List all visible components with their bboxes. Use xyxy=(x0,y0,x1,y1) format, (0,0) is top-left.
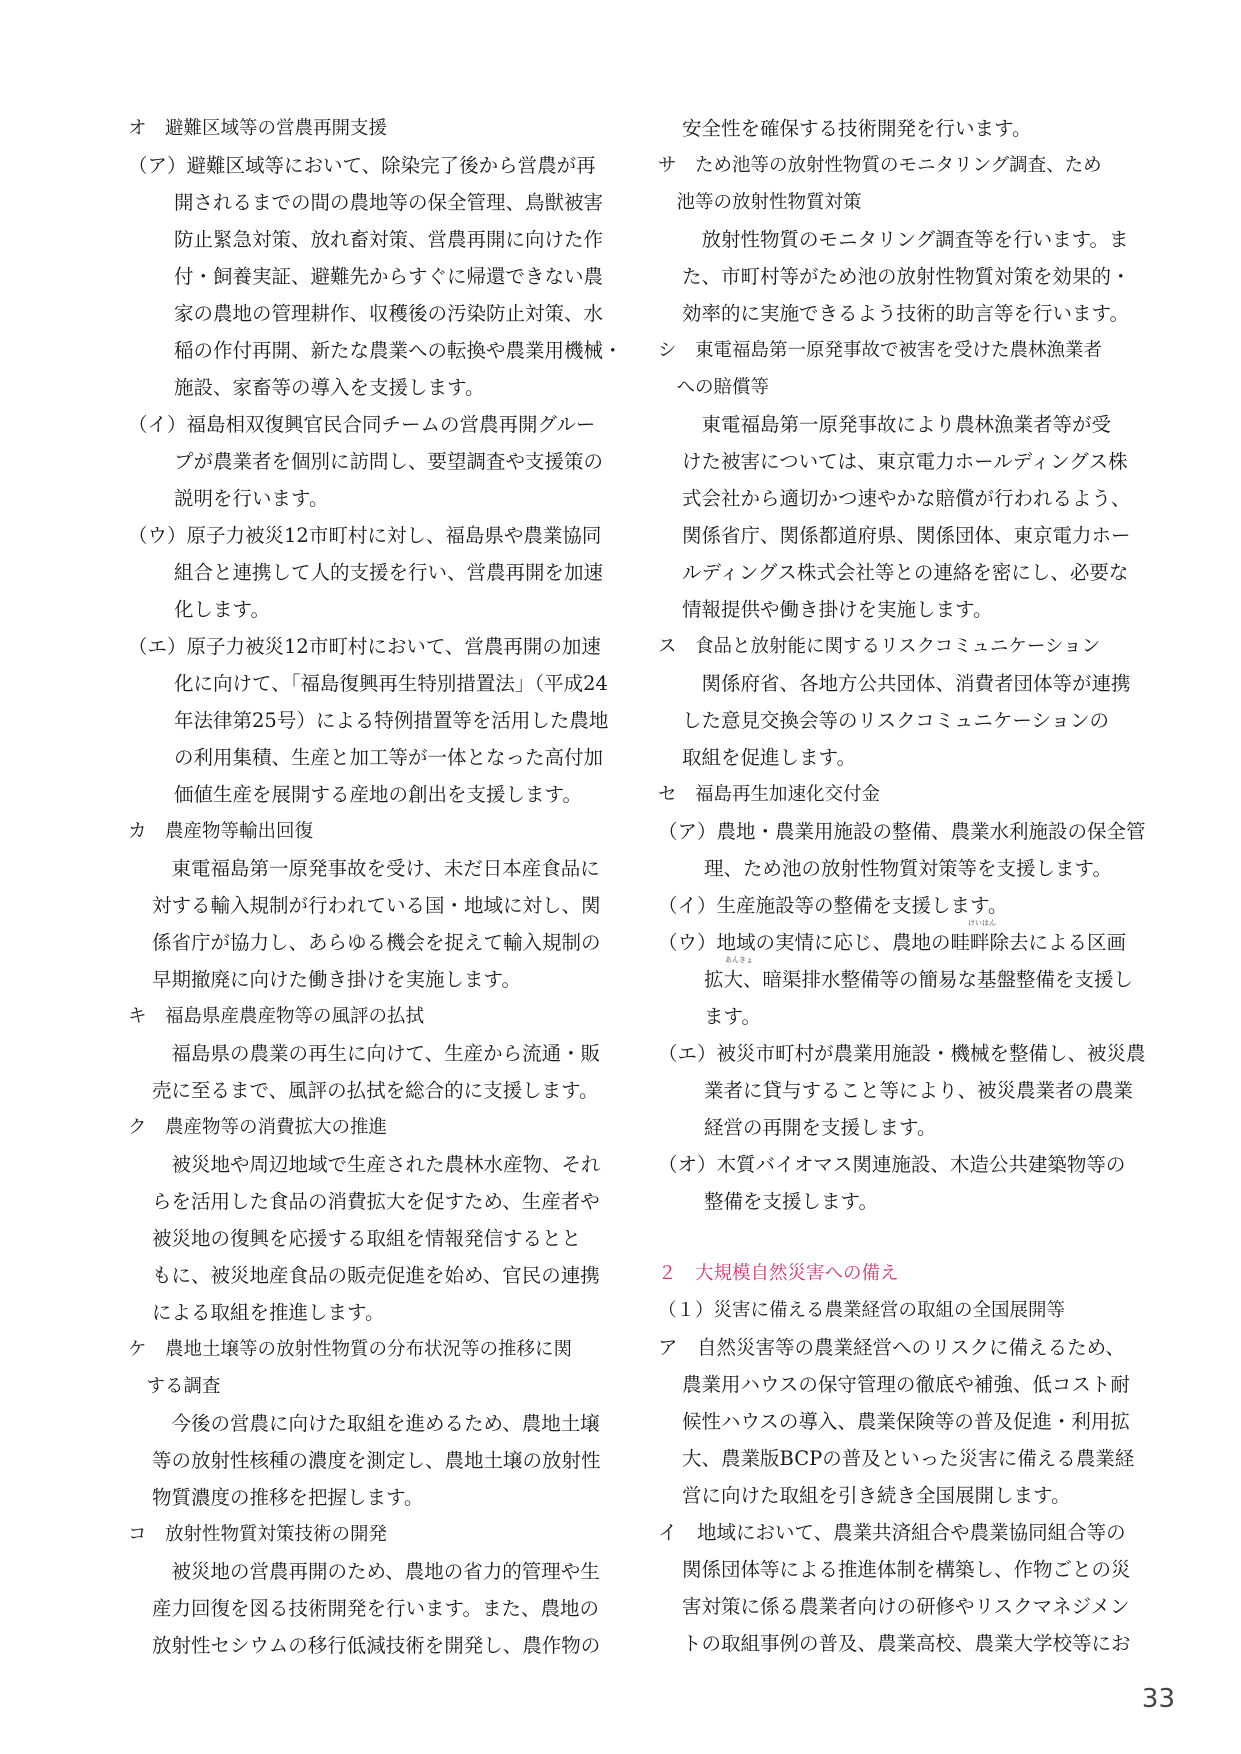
text-line: 式会社から適切かつ速やかな賠償が行われるよう、 xyxy=(682,487,1131,510)
text-line: 情報提供や働き掛けを実施します。 xyxy=(682,598,993,621)
paragraph-block xyxy=(658,110,1138,147)
text-line: ア 自然災害等の農業経営へのリスクに備えるため、 xyxy=(658,1336,1125,1359)
text-line: 業者に貸与すること等により、被災農業者の農業 xyxy=(704,1079,1134,1102)
text-line: 施設、家畜等の導入を支援します。 xyxy=(174,376,485,399)
text-line: （ア）農地・農業用施設の整備、農業水利施設の保全管 xyxy=(658,820,1146,843)
text-line: ケ 農地土壌等の放射性物質の分布状況等の推移に関 xyxy=(128,1339,573,1360)
text-line: 今後の営農に向けた取組を進めるため、農地土壌 xyxy=(152,1412,600,1435)
text-line: 放射性物質のモニタリング調査等を行います。ま xyxy=(682,228,1129,251)
text-line: 係省庁が協力し、あらゆる機会を捉えて輸入規制の xyxy=(152,931,601,954)
sub-item-block xyxy=(658,887,1138,924)
text-line: 組合と連携して人的支援を行い、営農再開を加速 xyxy=(174,561,604,584)
text-line: （ア）避難区域等において、除染完了後から営農が再 xyxy=(128,154,596,177)
text-line: カ 農産物等輸出回復 xyxy=(128,821,314,842)
list-item-block xyxy=(658,1514,1138,1662)
left-column xyxy=(128,110,623,1664)
text-line: 放射性セシウムの移行低減技術を開発し、農作物の xyxy=(152,1634,601,1657)
sub-item-block xyxy=(128,147,623,406)
text-line: （１）災害に備える農業経営の取組の全国展開等 xyxy=(658,1300,1066,1321)
text-line: 関係団体等による推進体制を構築し、作物ごとの災 xyxy=(682,1558,1131,1581)
text-line: 家の農地の管理耕作、収穫後の汚染防止対策、水 xyxy=(174,302,604,325)
text-line: した意見交換会等のリスクコミュニケーションの xyxy=(682,709,1110,732)
text-line: 開されるまでの間の農地等の保全管理、鳥獣被害 xyxy=(174,191,604,214)
text-line: （エ）原子力被災12市町村において、営農再開の加速 xyxy=(128,635,601,658)
text-line: 化に向けて、「福島復興再生特別措置法」（平成24 xyxy=(174,672,608,695)
text-line: ス 食品と放射能に関するリスクコミュニケーション xyxy=(658,636,1101,657)
text-line: 等の放射性核種の濃度を測定し、農地土壌の放射性 xyxy=(152,1449,601,1472)
text-line: 経営の再開を支援します。 xyxy=(704,1116,937,1139)
text-line: 農業用ハウスの保守管理の徹底や補強、低コスト耐 xyxy=(682,1373,1130,1396)
ruby-keihan: けいはん xyxy=(968,919,996,927)
text-line: 理、ため池の放射性物質対策等を支援します。 xyxy=(704,857,1112,880)
text-line: 対する輸入規制が行われている国・地域に対し、関 xyxy=(152,894,601,917)
text-line: もに、被災地産食品の販売促進を始め、官民の連携 xyxy=(152,1264,600,1287)
paragraph-block xyxy=(128,850,606,998)
text-line: 東電福島第一原発事故を受け、未だ日本産食品に xyxy=(152,857,600,880)
text-line: 取組を促進します。 xyxy=(682,746,856,769)
text-line: 売に至るまで、風評の払拭を総合的に支援します。 xyxy=(152,1079,599,1102)
text-line: キ 福島県産農産物等の風評の払拭 xyxy=(128,1006,425,1027)
text-line: 稲の作付再開、新たな農業への転換や農業用機械・ xyxy=(174,339,623,362)
text-line: 被災地の復興を応援する取組を情報発信するとと xyxy=(152,1227,582,1250)
text-line: 被災地の営農再開のため、農地の省力的管理や生 xyxy=(152,1560,600,1583)
heading-block xyxy=(658,1292,1138,1329)
heading-block xyxy=(658,147,1138,221)
spacer xyxy=(658,1220,1138,1255)
text-line: （ウ）地域の実情に応じ、農地の畦畔除去による区画 xyxy=(658,931,1127,954)
text-line: トの取組事例の普及、農業高校、農業大学校等にお xyxy=(682,1632,1131,1655)
text-line: による取組を推進します。 xyxy=(152,1301,385,1324)
text-line: 説明を行います。 xyxy=(174,487,329,510)
text-line: 防止緊急対策、放れ畜対策、営農再開に向けた作 xyxy=(174,228,604,251)
text-line: 池等の放射性物質対策 xyxy=(658,192,862,213)
text-line: 大、農業版BCPの普及といった災害に備える農業経 xyxy=(682,1447,1135,1470)
text-line: （ウ）原子力被災12市町村に対し、福島県や農業協同 xyxy=(128,524,602,547)
text-line: （イ）福島相双復興官民合同チームの営農再開グルー xyxy=(128,413,596,436)
text-line: 福島県の農業の再生に向けて、生産から流通・販 xyxy=(152,1042,601,1065)
text-line: 関係省庁、関係都道府県、関係団体、東京電力ホー xyxy=(682,524,1131,547)
text-line: 年法律第25号）による特例措置等を活用した農地 xyxy=(174,709,609,732)
text-line: の利用集積、生産と加工等が一体となった高付加 xyxy=(174,746,604,769)
sub-item-block xyxy=(128,517,606,628)
text-line: 付・飼養実証、避難先からすぐに帰還できない農 xyxy=(174,265,604,288)
heading-block xyxy=(128,1516,606,1553)
paragraph-block xyxy=(128,1035,606,1109)
text-line: 拡大、暗渠排水整備等の簡易な基盤整備を支援し xyxy=(704,968,1134,991)
sub-item-block xyxy=(128,406,606,517)
heading-block xyxy=(128,813,606,850)
text-line: らを活用した食品の消費拡大を促すため、生産者や xyxy=(152,1190,600,1213)
text-line: ルディングス株式会社等との連絡を密にし、必要な xyxy=(682,561,1129,584)
text-line: ク 農産物等の消費拡大の推進 xyxy=(128,1117,388,1138)
text-line: けた被害については、東京電力ホールディングス株 xyxy=(682,450,1128,473)
text-line: 関係府省、各地方公共団体、消費者団体等が連携 xyxy=(682,672,1131,695)
text-line: する調査 xyxy=(128,1376,221,1397)
sub-item-block xyxy=(658,924,1138,1035)
sub-item-block xyxy=(658,1035,1146,1146)
text-line: プが農業者を個別に訪問し、要望調査や支援策の xyxy=(174,450,604,473)
text-line: 早期撤廃に向けた働き掛けを実施します。 xyxy=(152,968,521,991)
heading-block xyxy=(658,332,1138,406)
text-line: （エ）被災市町村が農業用施設・機械を整備し、被災農 xyxy=(658,1042,1146,1065)
heading-block xyxy=(128,110,606,147)
text-line: 効率的に実施できるよう技術的助言等を行います。 xyxy=(682,302,1129,325)
text-line: サ ため池等の放射性物質のモニタリング調査、ため xyxy=(658,155,1102,176)
text-line: 整備を支援します。 xyxy=(704,1190,878,1213)
text-line: （オ）木質バイオマス関連施設、木造公共建築物等の xyxy=(658,1153,1126,1176)
text-line: オ 避難区域等の営農再開支援 xyxy=(128,118,388,139)
paragraph-block xyxy=(658,665,1138,776)
text-line: セ 福島再生加速化交付金 xyxy=(658,784,881,805)
text-line: （イ）生産施設等の整備を支援します。 xyxy=(658,894,1008,917)
text-line: への賠償等 xyxy=(658,377,770,398)
text-line: ２ 大規模自然災害への備え xyxy=(658,1263,899,1284)
text-line: 産力回復を図る技術開発を行います。また、農地の xyxy=(152,1597,599,1620)
text-line: 営に向けた取組を引き続き全国展開します。 xyxy=(682,1484,1071,1507)
text-line: 化します。 xyxy=(174,598,270,621)
sub-item-block xyxy=(128,628,609,813)
ruby-ankyo: あんきょ xyxy=(725,956,753,964)
paragraph-block xyxy=(658,221,1138,332)
text-line: イ 地域において、農業共済組合や農業協同組合等の xyxy=(658,1521,1126,1544)
list-item-block xyxy=(658,1329,1138,1514)
text-line: た、市町村等がため池の放射性物質対策を効果的・ xyxy=(682,265,1131,288)
paragraph-block xyxy=(128,1553,606,1664)
text-line: 安全性を確保する技術開発を行います。 xyxy=(682,117,1032,140)
text-line: 物質濃度の推移を把握します。 xyxy=(152,1486,424,1509)
text-line: シ 東電福島第一原発事故で被害を受けた農林漁業者 xyxy=(658,340,1103,361)
heading-block xyxy=(658,776,1138,813)
sub-item-block xyxy=(658,813,1146,887)
heading-block xyxy=(128,1331,606,1405)
text-line: 価値生産を展開する産地の創出を支援します。 xyxy=(174,783,582,806)
text-line: 害対策に係る農業者向けの研修やリスクマネジメン xyxy=(682,1595,1130,1618)
heading-block xyxy=(128,998,606,1035)
text-line: コ 放射性物質対策技術の開発 xyxy=(128,1524,388,1545)
section-heading xyxy=(658,1255,1138,1292)
paragraph-block xyxy=(658,406,1138,628)
text-line: 被災地や周辺地域で生産された農林水産物、それ xyxy=(152,1153,601,1176)
sub-item-block xyxy=(658,1146,1138,1220)
paragraph-block xyxy=(128,1405,606,1516)
paragraph-block xyxy=(128,1146,606,1331)
text-line: 東電福島第一原発事故により農林漁業者等が受 xyxy=(682,413,1112,436)
text-line: 候性ハウスの導入、農業保険等の普及促進・利用拡 xyxy=(682,1410,1130,1433)
right-column xyxy=(658,110,1146,1662)
page-number: 33 xyxy=(1141,1684,1175,1714)
heading-block xyxy=(658,628,1138,665)
text-line: ます。 xyxy=(704,1005,761,1028)
heading-block xyxy=(128,1109,606,1146)
